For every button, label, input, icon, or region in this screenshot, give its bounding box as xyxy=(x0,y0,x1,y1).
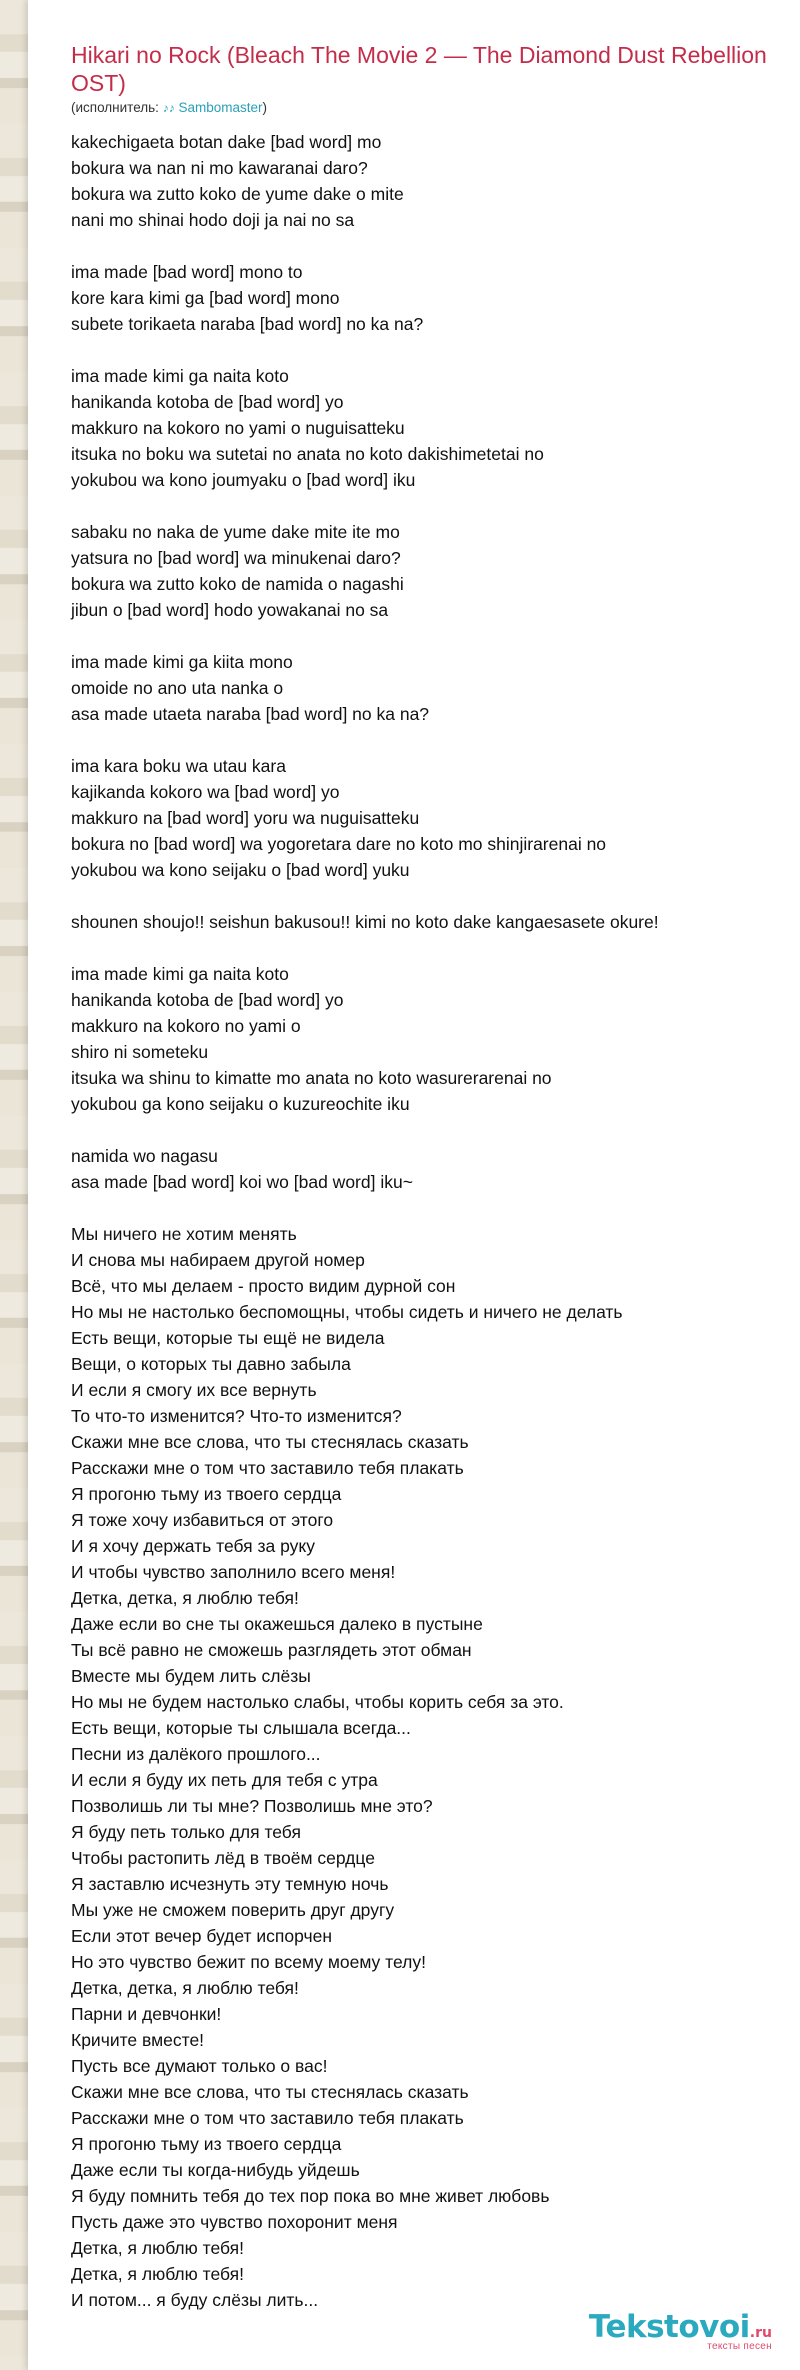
lyric-line: yatsura no [bad word] wa minukenai daro? xyxy=(71,548,401,568)
lyric-line: hanikanda kotoba de [bad word] yo xyxy=(71,392,344,412)
lyric-line: ima kara boku wa utau kara xyxy=(71,756,286,776)
lyric-line: omoide no ano uta nanka o xyxy=(71,678,284,698)
lyric-line: Даже если во сне ты окажешься далеко в пустыне xyxy=(71,1614,483,1634)
lyric-line: И чтобы чувство заполнило всего меня! xyxy=(71,1562,396,1582)
lyric-line: Скажи мне все слова, что ты стеснялась сказать xyxy=(71,1432,469,1452)
lyric-line xyxy=(71,337,800,363)
lyric-line: То что-то изменится? Что-то изменится? xyxy=(71,1406,402,1426)
lyric-line: Детка, я люблю тебя! xyxy=(71,2238,244,2258)
lyric-line: shounen shoujo!! seishun bakusou!! kimi no koto dake kangaesasete okure! xyxy=(71,912,659,932)
lyric-line: И я хочу держать тебя за руку xyxy=(71,1536,315,1556)
lyric-line: Расскажи мне о том что заставило тебя плакать xyxy=(71,1458,464,1478)
lyric-line xyxy=(71,623,800,649)
lyric-line: Всё, что мы делаем - просто видим дурной сон xyxy=(71,1276,456,1296)
lyric-line: namida wo nagasu xyxy=(71,1146,218,1166)
lyric-line: subete torikaeta naraba [bad word] no ka na? xyxy=(71,314,424,334)
lyric-line: Вещи, о которых ты давно забыла xyxy=(71,1354,351,1374)
lyric-line: kajikanda kokoro wa [bad word] yo xyxy=(71,782,340,802)
lyric-line: Я прогоню тьму из твоего сердца xyxy=(71,1484,342,1504)
lyric-line: ima made kimi ga naita koto xyxy=(71,964,289,984)
lyrics-body xyxy=(71,129,800,2313)
lyric-line: jibun o [bad word] hodo yowakanai no sa xyxy=(71,600,389,620)
artist-name: Sambomaster xyxy=(178,100,263,115)
lyric-line: Расскажи мне о том что заставило тебя плакать xyxy=(71,2108,464,2128)
lyric-line: И если я буду их петь для тебя с утра xyxy=(71,1770,378,1790)
lyric-line: Даже если ты когда-нибудь уйдешь xyxy=(71,2160,360,2180)
lyric-line: ima made kimi ga kiita mono xyxy=(71,652,293,672)
lyric-line: И потом... я буду слёзы лить... xyxy=(71,2290,319,2310)
lyric-line: Скажи мне все слова, что ты стеснялась сказать xyxy=(71,2082,469,2102)
lyric-line: Мы ничего не хотим менять xyxy=(71,1224,297,1244)
lyric-line xyxy=(71,493,800,519)
lyric-line: itsuka wa shinu to kimatte mo anata no koto wasurerarenai no xyxy=(71,1068,552,1088)
lyric-line: Пусть даже это чувство похоронит меня xyxy=(71,2212,398,2232)
song-content xyxy=(71,41,800,2313)
lyric-line: Если этот вечер будет испорчен xyxy=(71,1926,333,1946)
lyric-line: И снова мы набираем другой номер xyxy=(71,1250,365,1270)
lyric-line xyxy=(71,883,800,909)
lyric-line: Чтобы растопить лёд в твоём сердце xyxy=(71,1848,375,1868)
lyric-line: sabaku no naka de yume dake mite ite mo xyxy=(71,522,400,542)
lyric-line: bokura wa zutto koko de yume dake o mite xyxy=(71,184,404,204)
lyric-line: Я заставлю исчезнуть эту темную ночь xyxy=(71,1874,389,1894)
artist-suffix: ) xyxy=(262,100,267,115)
lyric-line xyxy=(71,1117,800,1143)
lyric-line: Есть вещи, которые ты ещё не видела xyxy=(71,1328,385,1348)
lyric-line: yokubou wa kono seijaku o [bad word] yuku xyxy=(71,860,410,880)
lyric-line: itsuka no boku wa sutetai no anata no koto dakishimetetai no xyxy=(71,444,544,464)
lyric-line xyxy=(71,1195,800,1221)
logo-name: Tekstovoi xyxy=(588,2309,750,2345)
lyric-line: makkuro na kokoro no yami o nuguisatteku xyxy=(71,418,405,438)
lyric-line: Детка, я люблю тебя! xyxy=(71,2264,244,2284)
lyric-line: asa made utaeta naraba [bad word] no ka na? xyxy=(71,704,430,724)
page-paper xyxy=(28,0,800,2370)
lyric-line: shiro ni someteku xyxy=(71,1042,209,1062)
lyric-line: Позволишь ли ты мне? Позволишь мне это? xyxy=(71,1796,433,1816)
lyric-line: yokubou ga kono seijaku o kuzureochite iku xyxy=(71,1094,410,1114)
lyric-line: Есть вещи, которые ты слышала всегда... xyxy=(71,1718,411,1738)
logo-tld: .ru xyxy=(749,2325,772,2341)
lyric-line: Но мы не настолько беспомощны, чтобы сидеть и ничего не делать xyxy=(71,1302,623,1322)
lyric-line: makkuro na [bad word] yoru wa nuguisatteku xyxy=(71,808,420,828)
lyric-line: bokura wa zutto koko de namida o nagashi xyxy=(71,574,404,594)
artist-line xyxy=(71,100,800,116)
lyric-line: Песни из далёкого прошлого... xyxy=(71,1744,321,1764)
lyric-line: Детка, детка, я люблю тебя! xyxy=(71,1978,299,1998)
lyric-line xyxy=(71,233,800,259)
site-logo[interactable] xyxy=(589,2311,772,2352)
music-notes-icon: ♪♪ xyxy=(162,101,175,115)
song-title: Hikari no Rock (Bleach The Movie 2 — The Diamond Dust Rebellion OST) xyxy=(71,42,767,96)
lyric-line xyxy=(71,727,800,753)
lyric-line: Парни и девчонки! xyxy=(71,2004,222,2024)
artist-link[interactable] xyxy=(163,100,263,115)
lyric-line: asa made [bad word] koi wo [bad word] iku~ xyxy=(71,1172,413,1192)
lyric-line: kore kara kimi ga [bad word] mono xyxy=(71,288,340,308)
lyric-line: Кричите вместе! xyxy=(71,2030,205,2050)
lyric-line: hanikanda kotoba de [bad word] yo xyxy=(71,990,344,1010)
lyric-line: Пусть все думают только о вас! xyxy=(71,2056,328,2076)
lyric-line: ima made kimi ga naita koto xyxy=(71,366,289,386)
lyric-line: Я тоже хочу избавиться от этого xyxy=(71,1510,334,1530)
lyric-line: ima made [bad word] mono to xyxy=(71,262,303,282)
lyric-line: Вместе мы будем лить слёзы xyxy=(71,1666,311,1686)
lyric-line: Я прогоню тьму из твоего сердца xyxy=(71,2134,342,2154)
lyric-line: Мы уже не сможем поверить друг другу xyxy=(71,1900,395,1920)
lyric-line: makkuro na kokoro no yami o xyxy=(71,1016,301,1036)
lyric-line: kakechigaeta botan dake [bad word] mo xyxy=(71,132,382,152)
lyric-line: Я буду петь только для тебя xyxy=(71,1822,301,1842)
lyric-line: bokura no [bad word] wa yogoretara dare no koto mo shinjirarenai no xyxy=(71,834,607,854)
lyric-line: Но мы не будем настолько слабы, чтобы корить себя за это. xyxy=(71,1692,564,1712)
lyric-line: Детка, детка, я люблю тебя! xyxy=(71,1588,299,1608)
lyric-line: bokura wa nan ni mo kawaranai daro? xyxy=(71,158,368,178)
lyric-line: Но это чувство бежит по всему моему телу! xyxy=(71,1952,426,1972)
lyric-line: yokubou wa kono joumyaku o [bad word] iku xyxy=(71,470,416,490)
logo-tagline: тексты песен xyxy=(707,2341,772,2352)
lyric-line: Я буду помнить тебя до тех пор пока во мне живет любовь xyxy=(71,2186,550,2206)
lyric-line: nani mo shinai hodo doji ja nai no sa xyxy=(71,210,355,230)
lyric-line: Ты всё равно не сможешь разглядеть этот обман xyxy=(71,1640,472,1660)
lyric-line: И если я смогу их все вернуть xyxy=(71,1380,317,1400)
lyric-line xyxy=(71,935,800,961)
artist-prefix: (исполнитель: xyxy=(71,100,163,115)
